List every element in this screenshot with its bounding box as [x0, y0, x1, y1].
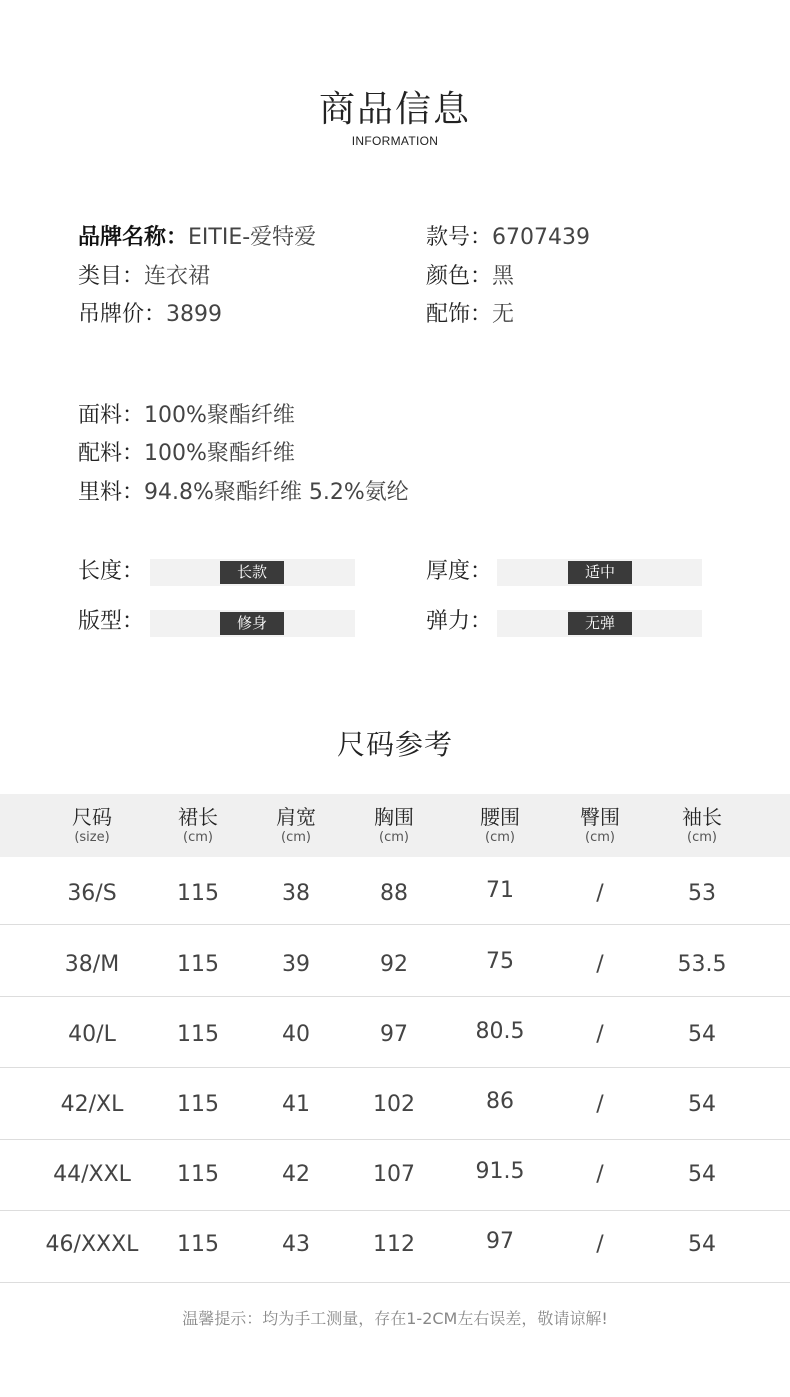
col-header-bust	[344, 804, 444, 846]
fabric-value: 100%聚酯纤维	[144, 403, 295, 428]
col-header-label: 袖长	[682, 805, 722, 829]
thickness-bar	[497, 559, 702, 586]
cell-bust: 88	[380, 881, 408, 906]
cell-shoulder: 39	[282, 952, 310, 977]
cell-size: 40/L	[68, 1022, 116, 1047]
cell-hip: /	[596, 952, 604, 977]
material-fabric	[78, 401, 295, 431]
price-label: 吊牌价：	[78, 302, 167, 327]
cell-dress-length: 115	[177, 1092, 219, 1117]
cell-waist: 75	[486, 949, 514, 974]
cell-waist: 80.5	[475, 1019, 525, 1044]
stretch-chip: 无弹	[568, 612, 632, 635]
cell-bust: 92	[380, 952, 408, 977]
fabric-label: 面料：	[78, 403, 145, 428]
col-header-hip	[550, 804, 650, 846]
cell-bust: 97	[380, 1022, 408, 1047]
table-row	[0, 1140, 790, 1211]
color-value: 黑	[492, 264, 515, 289]
lining-label: 里料：	[78, 480, 145, 505]
cell-hip: /	[596, 1162, 604, 1187]
trim-label: 配料：	[78, 441, 145, 466]
accessory-value: 无	[492, 302, 515, 327]
table-row	[0, 857, 790, 925]
table-row	[0, 925, 790, 997]
category-value: 连衣裙	[144, 264, 211, 289]
col-header-unit: (cm)	[485, 830, 515, 845]
cell-dress-length: 115	[177, 952, 219, 977]
measurement-note: 温馨提示：均为手工测量，存在1-2CM左右误差，敬请谅解!	[182, 1309, 608, 1328]
col-header-sleeve	[652, 804, 752, 846]
col-header-dress-length	[148, 804, 248, 846]
cell-sleeve: 54	[688, 1092, 716, 1117]
cell-shoulder: 40	[282, 1022, 310, 1047]
cell-hip: /	[596, 881, 604, 906]
cell-shoulder: 42	[282, 1162, 310, 1187]
color-label: 颜色：	[426, 264, 493, 289]
info-category	[78, 262, 210, 292]
info-color	[426, 262, 514, 292]
col-header-waist	[450, 804, 550, 846]
stretch-bar	[497, 610, 702, 637]
cell-dress-length: 115	[177, 881, 219, 906]
length-label: 长度：	[78, 559, 145, 584]
cell-hip: /	[596, 1022, 604, 1047]
brand-label: 品牌名称：	[78, 225, 189, 250]
cell-size: 42/XL	[60, 1092, 124, 1117]
category-label: 类目：	[78, 264, 145, 289]
price-value: 3899	[166, 302, 223, 327]
cell-sleeve: 54	[688, 1232, 716, 1257]
size-table-header	[0, 794, 790, 857]
style-no-label: 款号：	[426, 225, 493, 250]
cell-size: 46/XXXL	[45, 1232, 139, 1257]
cell-bust: 107	[373, 1162, 415, 1187]
col-header-unit: (cm)	[183, 830, 213, 845]
cell-waist: 91.5	[475, 1159, 525, 1184]
stretch-label: 弹力：	[426, 609, 493, 634]
col-header-label: 裙长	[178, 805, 218, 829]
table-row	[0, 997, 790, 1068]
col-header-label: 肩宽	[276, 805, 316, 829]
col-header-label: 胸围	[374, 805, 414, 829]
length-chip: 长款	[220, 561, 284, 584]
cell-hip: /	[596, 1092, 604, 1117]
cell-size: 38/M	[64, 952, 120, 977]
col-header-label: 腰围	[480, 805, 520, 829]
info-accessory	[426, 300, 514, 330]
cell-size: 44/XXL	[53, 1162, 131, 1187]
cell-shoulder: 38	[282, 881, 310, 906]
col-header-unit: (cm)	[687, 830, 717, 845]
trim-value: 100%聚酯纤维	[144, 441, 295, 466]
fit-bar	[150, 610, 355, 637]
table-row	[0, 1068, 790, 1140]
cell-sleeve: 54	[688, 1162, 716, 1187]
cell-waist: 86	[486, 1089, 514, 1114]
cell-dress-length: 115	[177, 1162, 219, 1187]
info-brand	[78, 223, 316, 253]
cell-sleeve: 53.5	[677, 952, 727, 977]
cell-bust: 112	[373, 1232, 415, 1257]
brand-value: EITIE-爱特爱	[188, 225, 317, 250]
lining-value: 94.8%聚酯纤维 5.2%氨纶	[144, 480, 409, 505]
cell-shoulder: 43	[282, 1232, 310, 1257]
info-style-no	[426, 223, 590, 253]
col-header-shoulder	[246, 804, 346, 846]
thickness-chip: 适中	[568, 561, 632, 584]
accessory-label: 配饰：	[426, 302, 493, 327]
fit-label: 版型：	[78, 609, 145, 634]
col-header-size	[42, 804, 142, 846]
cell-bust: 102	[373, 1092, 415, 1117]
col-header-unit: (cm)	[281, 830, 311, 845]
size-chart-title: 尺码参考	[336, 728, 453, 761]
cell-sleeve: 54	[688, 1022, 716, 1047]
col-header-unit: (cm)	[585, 830, 615, 845]
col-header-label: 臀围	[580, 805, 620, 829]
cell-dress-length: 115	[177, 1022, 219, 1047]
cell-shoulder: 41	[282, 1092, 310, 1117]
cell-sleeve: 53	[688, 881, 716, 906]
page-subtitle: INFORMATION	[351, 134, 439, 148]
table-row	[0, 1211, 790, 1283]
col-header-unit: (cm)	[379, 830, 409, 845]
col-header-label: 尺码	[72, 805, 112, 829]
col-header-unit: (size)	[74, 830, 110, 845]
material-lining	[78, 478, 409, 508]
cell-dress-length: 115	[177, 1232, 219, 1257]
cell-waist: 71	[486, 878, 514, 903]
thickness-label: 厚度：	[426, 559, 493, 584]
cell-size: 36/S	[67, 881, 117, 906]
length-bar	[150, 559, 355, 586]
fit-chip: 修身	[220, 612, 284, 635]
cell-waist: 97	[486, 1229, 514, 1254]
info-price	[78, 300, 222, 330]
style-no-value: 6707439	[492, 225, 590, 250]
material-trim	[78, 439, 295, 469]
cell-hip: /	[596, 1232, 604, 1257]
page-title: 商品信息	[318, 89, 471, 130]
